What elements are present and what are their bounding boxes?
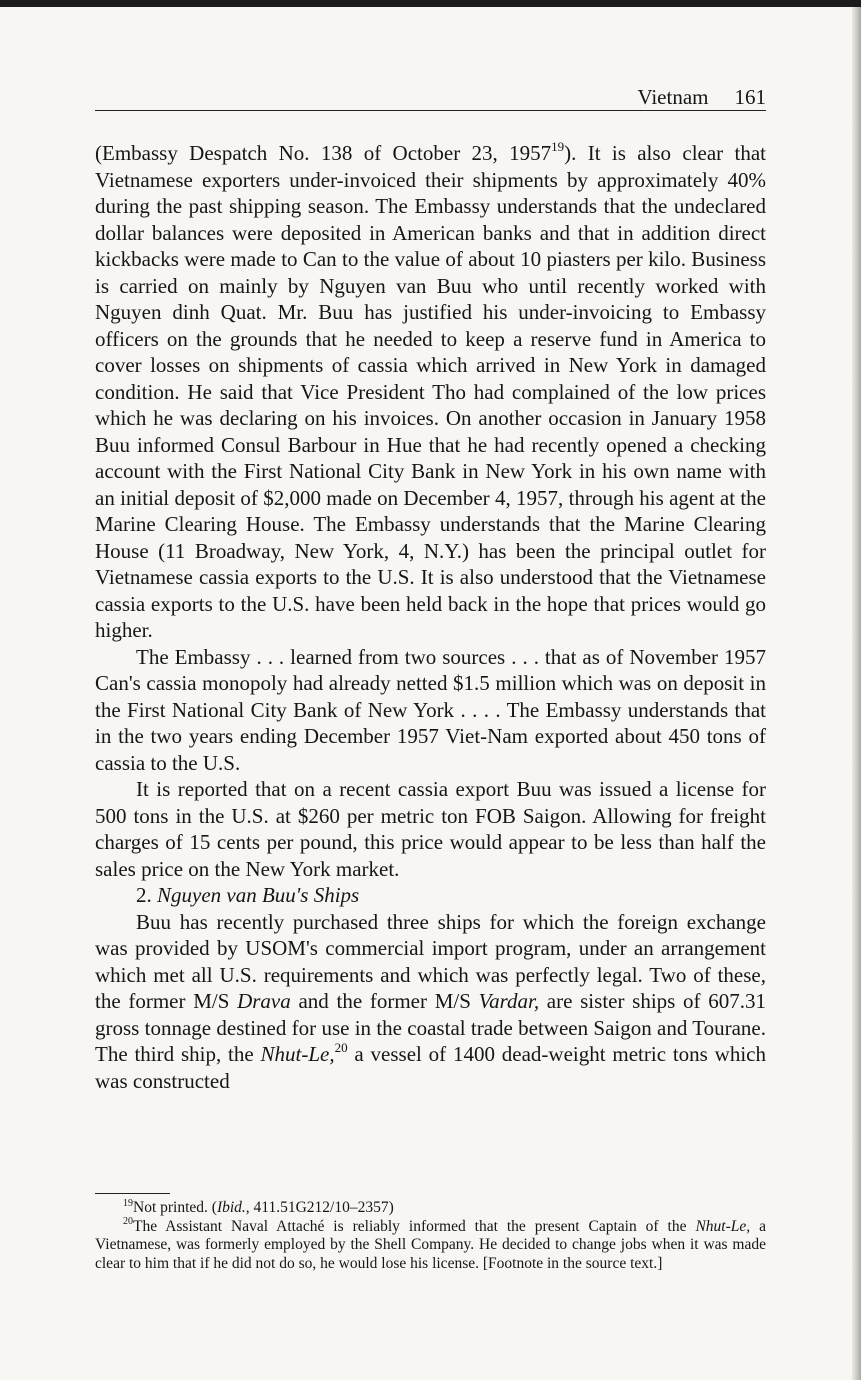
footnote-ref-19: 19 [551,139,565,154]
paragraph-4: Buu has recently purchased three ships for which the foreign exchange was provided by USOM's commercial import program, under an arrangement which met all U.S. requirements and which was perfectly legal. Two of these, the former M/S Drava and the former M/S Vardar, are sister ships of 607.31 gross tonnage destined for use in the coastal trade between Saigon and Tourane. The third ship, the Nhut-Le,$^{20}$ a vessel of 1400 dead-weight metric tons which was constructed [95,909,767,1093]
header-title: Vietnam [637,85,709,109]
paragraph-2: The Embassy . . . learned from two sources . . . that as of November 1957 Can's cassia monopoly had already netted $1.5 million which was on deposit in the First National City Bank of New York . . . . The Embassy understands that in the two years ending December 1957 Viet-Nam exported about 450 tons of cassia to the U.S. [95,644,766,775]
ship-name-drava: Drava [237,989,291,1013]
section-heading-2: 2. Nguyen van Buu's Ships [136,883,360,907]
paragraph-1: (Embassy Despatch No. 138 of October 23, 1957$^{19}$). It is also clear that Vietnamese exporters under-invoiced their shipments by approximately 40% during the past shipping season. The Embassy understands that the undeclared dollar balances were deposited in American banks and that in addition direct kickbacks were made to Can to the value of about 10 piasters per kilo. Business is carried on mainly by Nguyen van Buu who until recently worked with Nguyen dinh Quat. Mr. Buu has justified his under-invoicing to Embassy officers on the grounds that he needed to keep a reserve fund in America to cover losses on shipments of cassia which arrived in New York in damaged condition. He said that Vice President Tho had complained of the low prices which he was declaring on his invoices. On another occasion in January 1958 Buu informed Consul Barbour in Hue that he had recently opened a checking account with the First National City Bank in New York in his own name with an initial deposit of $2,000 made on December 4, 1957, through his agent at the Marine Clearing House. The Embassy understands that the Marine Clearing House (11 Broadway, New York, 4, N.Y.) has been the principal outlet for Vietnamese cassia exports to the U.S. It is also understood that the Vietnamese cassia exports to the U.S. have been held back in the hope that prices would go higher. [95,139,767,642]
page-top-edge [0,0,861,7]
footnote-20: $^{20}$The Assistant Naval Attaché is reliably informed that the present Captain of the Nhut-Le, a Vietnamese, was formerly employed by the Shell Company. He decided to change jobs when it was made clear to him that if he did not do so, he would lose his license. [Footnote in the source text.] [95,1216,767,1272]
footnotes [95,1199,766,1273]
page-right-edge [852,7,861,1380]
footnote-ref-20: 20 [334,1040,348,1055]
running-header [95,84,766,111]
ship-name-vardar: Vardar, [478,989,540,1013]
ship-name-nhut-le: Nhut-Le, [260,1042,335,1066]
page-number: 161 [734,85,766,109]
footnote-19: $^{19}$Not printed. (Ibid., 411.51G212/10–2357) [123,1197,394,1216]
body-text [95,140,766,1094]
footnote-divider [95,1193,170,1194]
paragraph-3: It is reported that on a recent cassia export Buu was issued a license for 500 tons in the U.S. at $260 per metric ton FOB Saigon. Allowing for freight charges of 15 cents per pound, this price would appear to be less than half the sales price on the New York market. [95,777,766,881]
